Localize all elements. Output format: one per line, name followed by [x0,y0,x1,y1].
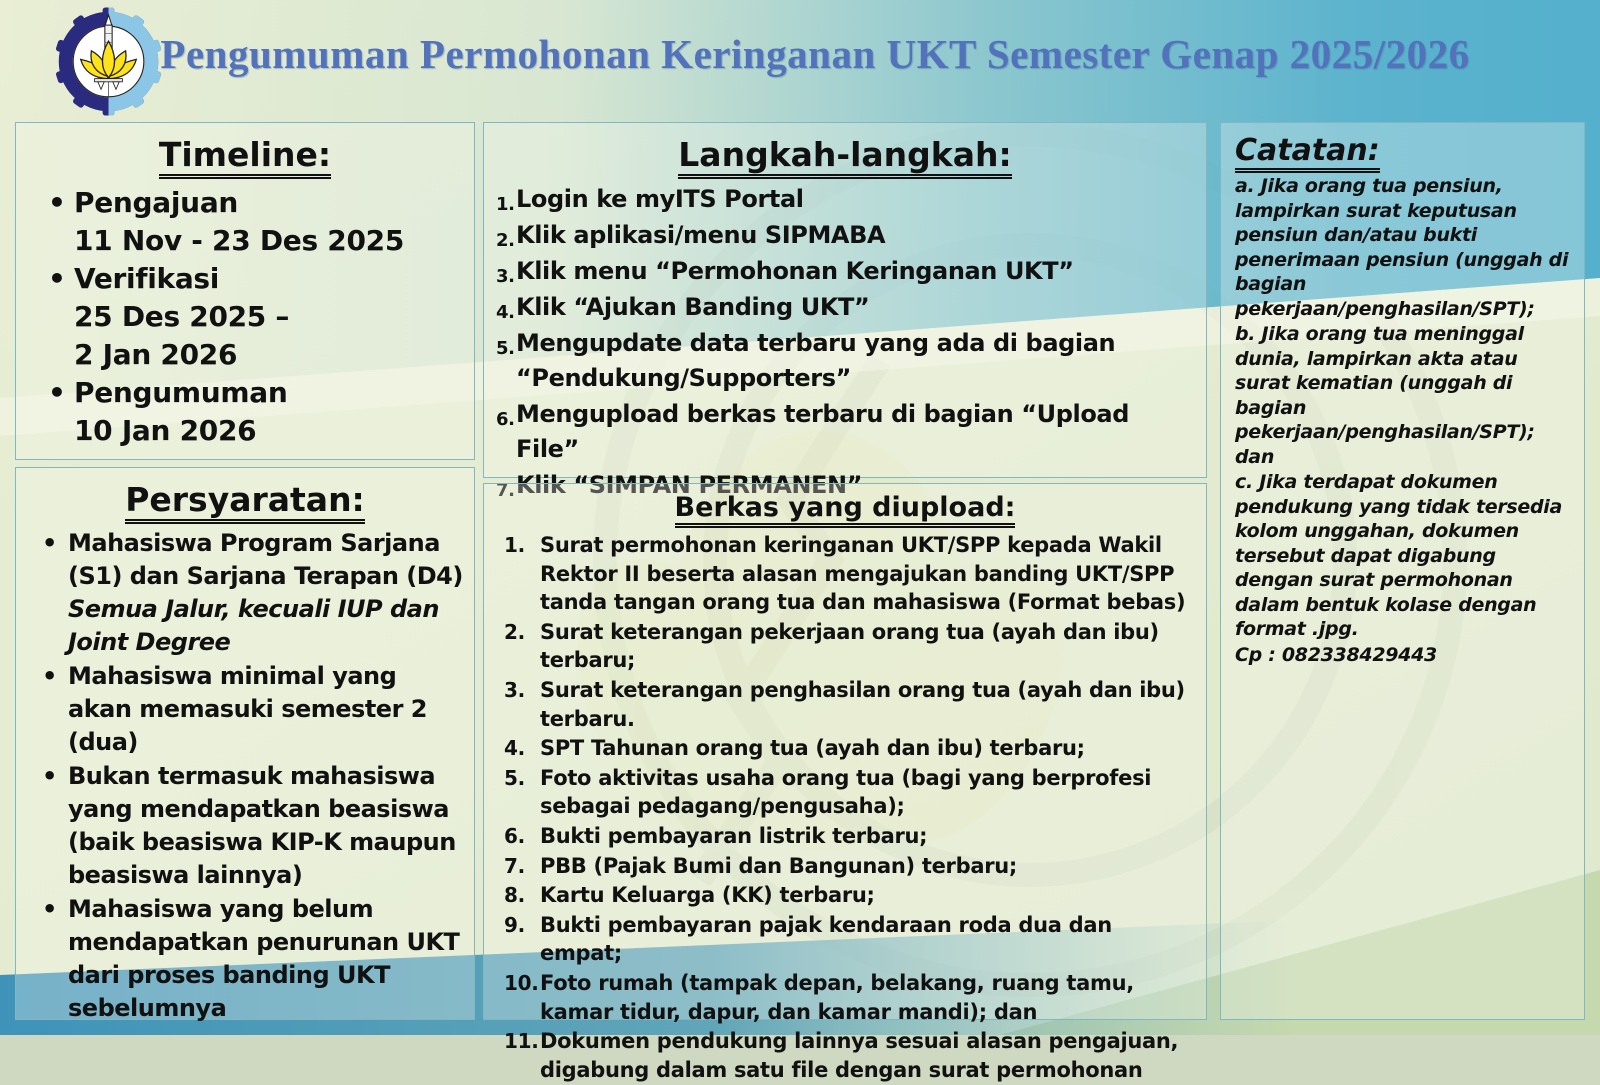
notes-panel [1220,122,1585,1020]
note-line: a. Jika orang tua pensiun, lampirkan surat keputusan pensiun dan/atau bukti penerimaan pensiun (unggah di bagian pekerjaan/penghasilan/SPT); [1235,175,1569,320]
upload-file-item-text: Bukti pembayaran listrik terbaru; [540,823,928,848]
requirement-item [16,760,474,893]
note-line: c. Jika terdapat dokumen pendukung yang tidak tersedia kolom unggahan, dokumen tersebut dapat digabung dengan surat permohonan dalam bentuk kolase dengan format .jpg. [1235,471,1563,640]
bullet-icon: • [42,662,57,690]
upload-file-item [484,734,1206,764]
upload-file-item [484,618,1206,676]
upload-file-item-text: SPT Tahunan orang tua (ayah dan ibu) terbaru; [540,736,1085,761]
upload-file-item [484,822,1206,852]
steps-heading: Langkah-langkah: [484,123,1206,174]
upload-file-item-text: PBB (Pajak Bumi dan Bangunan) terbaru; [540,853,1018,878]
timeline-panel [15,122,475,460]
step-item-text: Mengupdate data terbaru yang ada di bagian “Pendukung/Supporters” [516,329,1116,392]
upload-files-list [484,531,1206,1085]
upload-file-item [484,531,1206,618]
upload-file-item-text: Surat keterangan pekerjaan orang tua (ayah dan ibu) terbaru; [540,619,1159,673]
step-item [484,326,1206,397]
requirements-panel [15,467,475,1020]
timeline-item [16,374,474,450]
upload-files-panel [483,483,1207,1082]
timeline-item-label: Pengumuman [74,376,288,409]
timeline-heading: Timeline: [16,123,474,174]
timeline-list [16,184,474,450]
bullet-icon: • [42,529,57,557]
requirement-item-text: Bukan termasuk mahasiswa yang mendapatkan beasiswa (baik beasiswa KIP-K maupun beasiswa lainnya) [68,762,456,889]
timeline-item-label: Pengajuan [74,186,239,219]
upload-file-item-text: Kartu Keluarga (KK) terbaru; [540,883,875,908]
upload-file-item-text: Dokumen pendukung lainnya sesuai alasan pengajuan, digabung dalam satu file dengan surat permohonan [540,1029,1179,1082]
upload-file-item [484,969,1206,1027]
timeline-item-dates: 11 Nov - 23 Des 2025 [74,224,405,257]
step-item-text: Klik aplikasi/menu SIPMABA [516,221,886,249]
step-item [484,290,1206,326]
upload-file-item-text: Surat permohonan keringanan UKT/SPP kepada Wakil Rektor II beserta alasan mengajukan banding UKT/SPP tanda tangan orang tua dan mahasiswa (Format bebas) [540,533,1186,615]
upload-file-item-text: Foto rumah (tampak depan, belakang, ruang tamu, kamar tidur, dapur, dan kamar mandi); dan [540,970,1134,1024]
upload-file-item [484,1027,1206,1085]
upload-file-item [484,764,1206,822]
requirement-item [16,893,474,1026]
timeline-item [16,260,474,374]
step-item [484,254,1206,290]
upload-file-item [484,911,1206,969]
bullet-icon: • [48,262,66,295]
step-item-text: Klik menu “Permohonan Keringanan UKT” [516,257,1074,285]
upload-files-heading: Berkas yang diupload: [484,484,1206,523]
page-title: Pengumuman Permohonan Keringanan UKT Semester Genap 2025/2026 [160,31,1470,77]
requirement-item [16,527,474,660]
timeline-item [16,184,474,260]
requirements-heading: Persyaratan: [16,468,474,519]
step-item-text: Mengupload berkas terbaru di bagian “Upload File” [516,400,1129,463]
upload-file-item-text: Bukti pembayaran pajak kendaraan roda dua dan empat; [540,912,1112,966]
timeline-item-dates: 10 Jan 2026 [74,414,257,447]
note-line: b. Jika orang tua meninggal dunia, lampirkan akta atau surat kematian (unggah di bagian pekerjaan/penghasilan/SPT); dan [1235,323,1535,468]
steps-list [484,182,1206,504]
step-item-text: Klik “Ajukan Banding UKT” [516,293,870,321]
steps-panel [483,122,1207,499]
notes-heading: Catatan: [1221,123,1584,168]
note-line: Cp : 082338429443 [1235,643,1437,666]
upload-file-item [484,881,1206,911]
step-item-text: Klik “SIMPAN PERMANEN” [516,471,863,499]
upload-file-item [484,852,1206,882]
upload-file-item [484,676,1206,734]
bullet-icon: • [42,762,57,790]
step-item [484,397,1206,468]
timeline-item-dates: 25 Des 2025 – 2 Jan 2026 [74,300,290,371]
bullet-icon: • [48,186,66,219]
timeline-item-label: Verifikasi [74,262,220,295]
step-item-text: Login ke myITS Portal [516,185,804,213]
step-item [484,218,1206,254]
requirements-list [16,527,474,1026]
requirement-item [16,660,474,760]
requirement-item-text: Mahasiswa minimal yang akan memasuki semester 2 (dua) [68,662,427,756]
bullet-icon: • [42,895,57,923]
upload-file-item-text: Surat keterangan penghasilan orang tua (ayah dan ibu) terbaru. [540,677,1185,731]
requirement-item-text: Mahasiswa yang belum mendapatkan penurunan UKT dari proses banding UKT sebelumnya [68,895,460,1022]
bullet-icon: • [48,376,66,409]
its-logo-icon [55,8,162,115]
notes-body [1221,168,1584,667]
step-item [484,182,1206,218]
upload-file-item-text: Foto aktivitas usaha orang tua (bagi yang berprofesi sebagai pedagang/pengusaha); [540,765,1152,819]
requirement-item-text: Mahasiswa Program Sarjana (S1) dan Sarjana Terapan (D4) Semua Jalur, kecuali IUP dan Joint Degree [68,529,463,656]
